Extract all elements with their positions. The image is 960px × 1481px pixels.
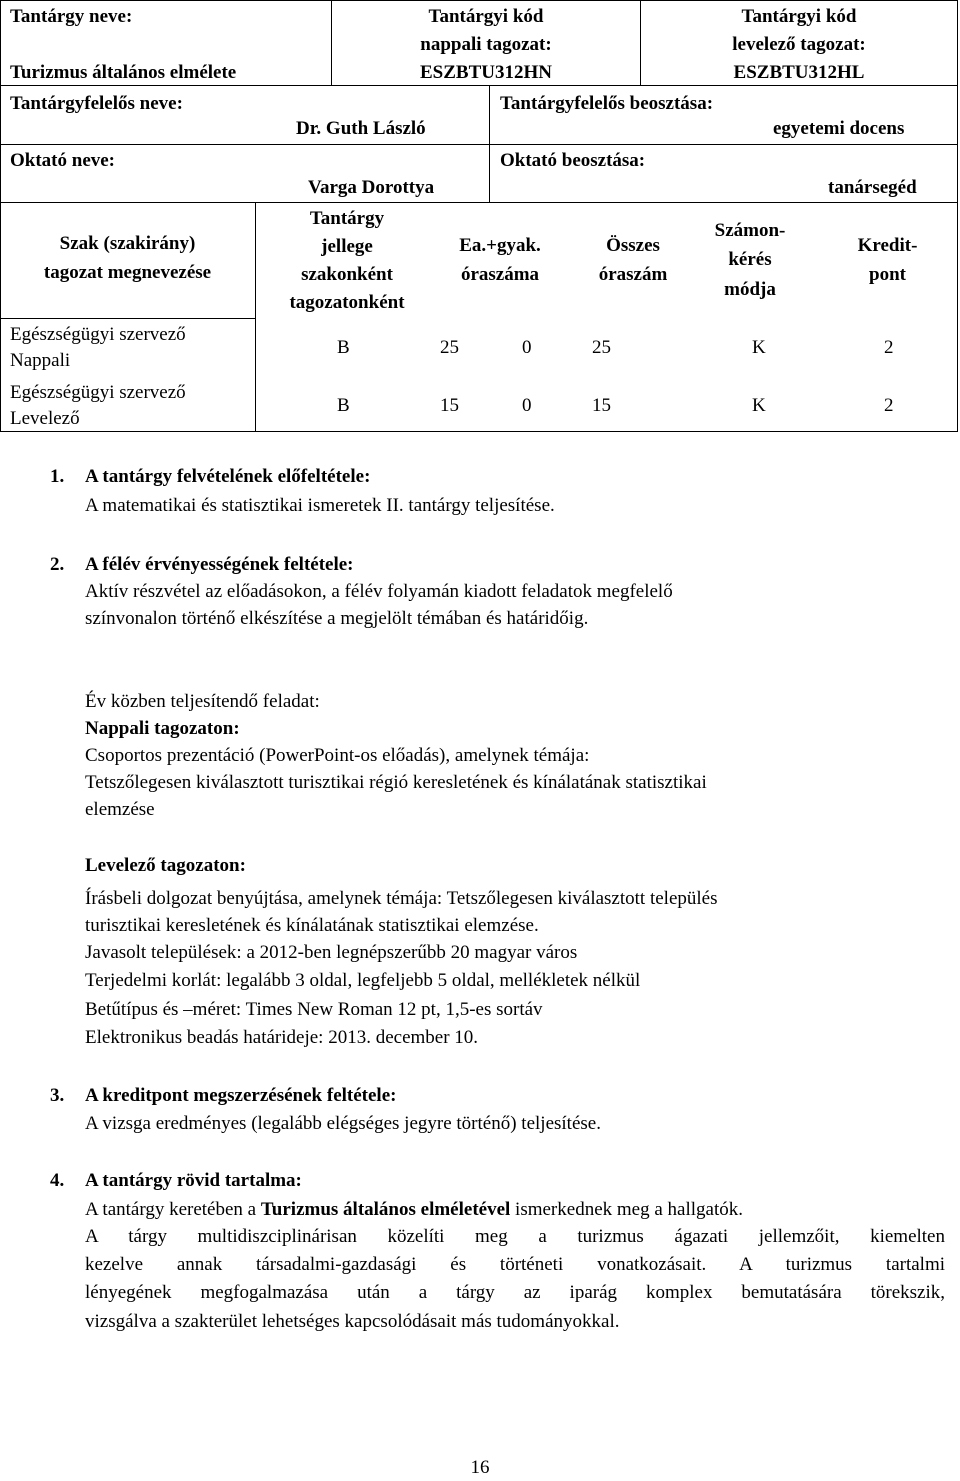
day-line1: Csoportos prezentáció (PowerPoint-os előadás), amelynek témája: xyxy=(85,745,590,766)
row-szamon: K xyxy=(752,395,766,416)
section-4-line4: lényegének megfogalmazása után a tárgy az iparág komplex bemutatására törekszik, xyxy=(85,1282,945,1303)
course-header-table xyxy=(0,0,958,432)
corr-line5: Betűtípus és –méret: Times New Roman 12 pt, 1,5-es sortáv xyxy=(85,999,543,1020)
task-label: Év közben teljesítendő feladat: xyxy=(85,691,320,712)
row-ea: 15 xyxy=(440,395,459,416)
col-header-szamon-2: kérés xyxy=(728,249,772,270)
col-header-szak: Szak (szakirány) xyxy=(59,233,196,254)
section-4-line1-a: A tantárgy keretében a xyxy=(85,1199,261,1220)
code-corr-sub: levelező tagozat: xyxy=(732,34,866,55)
section-4-line2: A tárgy multidiszciplinárisan közelíti meg a turizmus ágazati jellemzőit, kiemelten xyxy=(85,1226,945,1247)
subject-label: Tantárgy neve: xyxy=(10,6,133,27)
section-4-number: 4. xyxy=(50,1170,65,1191)
teacher-position: tanársegéd xyxy=(828,177,917,198)
section-2-title: A félév érvényességének feltétele: xyxy=(85,554,354,575)
section-3-title: A kreditpont megszerzésének feltétele: xyxy=(85,1085,397,1106)
col-header-osszes-1: Összes xyxy=(606,235,660,256)
row-name-line1: Egészségügyi szervező xyxy=(10,382,186,403)
col-header-kredit-1: Kredit- xyxy=(857,235,918,256)
col-header-jelleg-3: szakonként xyxy=(301,264,393,285)
day-line3: elemzése xyxy=(85,799,155,820)
row-osszes: 15 xyxy=(592,395,611,416)
row-mid: 0 xyxy=(522,337,532,358)
col-header-osszes-2: óraszám xyxy=(598,264,668,285)
page-number: 16 xyxy=(470,1457,490,1478)
row-name-line2: Levelező xyxy=(10,408,80,429)
section-1-text: A matematikai és statisztikai ismeretek II. tantárgy teljesítése. xyxy=(85,495,555,516)
row-name-line1: Egészségügyi szervező xyxy=(10,324,186,345)
section-4-title: A tantárgy rövid tartalma: xyxy=(85,1170,302,1191)
code-corr-label: Tantárgyi kód xyxy=(741,6,857,27)
code-corr-value: ESZBTU312HL xyxy=(733,62,865,83)
col-header-szamon-3: módja xyxy=(724,279,776,300)
col-header-szamon-1: Számon- xyxy=(714,220,786,241)
section-4-line5: vizsgálva a szakterület lehetséges kapcsolódásait más tudományokkal. xyxy=(85,1311,620,1332)
corr-label: Levelező tagozaton: xyxy=(85,855,246,876)
section-2-text-line1: Aktív részvétel az előadásokon, a félév folyamán kiadott feladatok megfelelő xyxy=(85,581,673,602)
corr-line2: turisztikai keresletének és kínálatának statisztikai elemzése. xyxy=(85,915,539,936)
corr-line3: Javasolt települések: a 2012-ben legnépszerűbb 20 magyar város xyxy=(85,942,578,963)
code-day-label: Tantárgyi kód xyxy=(428,6,544,27)
row-name-line2: Nappali xyxy=(10,350,71,371)
row-kredit: 2 xyxy=(884,337,894,358)
row-jelleg: B xyxy=(337,337,350,358)
teacher-label: Oktató neve: xyxy=(10,150,116,171)
corr-line1: Írásbeli dolgozat benyújtása, amelynek témája: Tetszőlegesen kiválasztott település xyxy=(85,888,718,909)
day-line2: Tetszőlegesen kiválasztott turisztikai régió keresletének és kínálatának statisztikai xyxy=(85,772,707,793)
subject-name: Turizmus általános elmélete xyxy=(10,62,237,83)
col-header-kredit-2: pont xyxy=(869,264,906,285)
corr-line6: Elektronikus beadás határideje: 2013. december 10. xyxy=(85,1027,479,1048)
section-4-line1-bold: Turizmus általános elméletével xyxy=(260,1199,511,1220)
section-3-text: A vizsga eredményes (legalább elégséges jegyre történő) teljesítése. xyxy=(85,1113,601,1134)
code-day-sub: nappali tagozat: xyxy=(420,34,552,55)
col-header-ea-2: óraszáma xyxy=(460,264,540,285)
col-header-ea-1: Ea.+gyak. xyxy=(459,235,541,256)
section-1-number: 1. xyxy=(50,466,65,487)
row-szamon: K xyxy=(752,337,766,358)
responsible-position: egyetemi docens xyxy=(773,118,905,139)
responsible-name: Dr. Guth László xyxy=(296,118,426,139)
responsible-position-label: Tantárgyfelelős beosztása: xyxy=(500,93,714,114)
section-4-line1-c: ismerkednek meg a hallgatók. xyxy=(510,1199,743,1220)
col-header-jelleg-1: Tantárgy xyxy=(309,208,385,229)
row-ea: 25 xyxy=(440,337,459,358)
section-4-line1 xyxy=(85,1199,743,1221)
teacher-position-label: Oktató beosztása: xyxy=(500,150,646,171)
row-osszes: 25 xyxy=(592,337,611,358)
row-mid: 0 xyxy=(522,395,532,416)
day-label: Nappali tagozaton: xyxy=(85,718,240,739)
corr-line4: Terjedelmi korlát: legalább 3 oldal, legfeljebb 5 oldal, mellékletek nélkül xyxy=(85,970,641,991)
section-3-number: 3. xyxy=(50,1085,65,1106)
teacher-name: Varga Dorottya xyxy=(308,177,435,198)
row-jelleg: B xyxy=(337,395,350,416)
row-kredit: 2 xyxy=(884,395,894,416)
section-1-title: A tantárgy felvételének előfeltétele: xyxy=(85,466,371,487)
section-2-text-line2: színvonalon történő elkészítése a megjelölt témában és határidőig. xyxy=(85,608,589,629)
code-day-value: ESZBTU312HN xyxy=(420,62,552,83)
section-4-line3: kezelve annak társadalmi-gazdasági és történeti vonatkozásait. A turizmus tartalmi xyxy=(85,1254,945,1275)
col-header-jelleg-4: tagozatonként xyxy=(289,292,405,313)
section-2-number: 2. xyxy=(50,554,65,575)
responsible-label: Tantárgyfelelős neve: xyxy=(10,93,183,114)
col-header-jelleg-2: jellege xyxy=(321,236,373,257)
col-header-tagozat: tagozat megnevezése xyxy=(43,262,212,283)
